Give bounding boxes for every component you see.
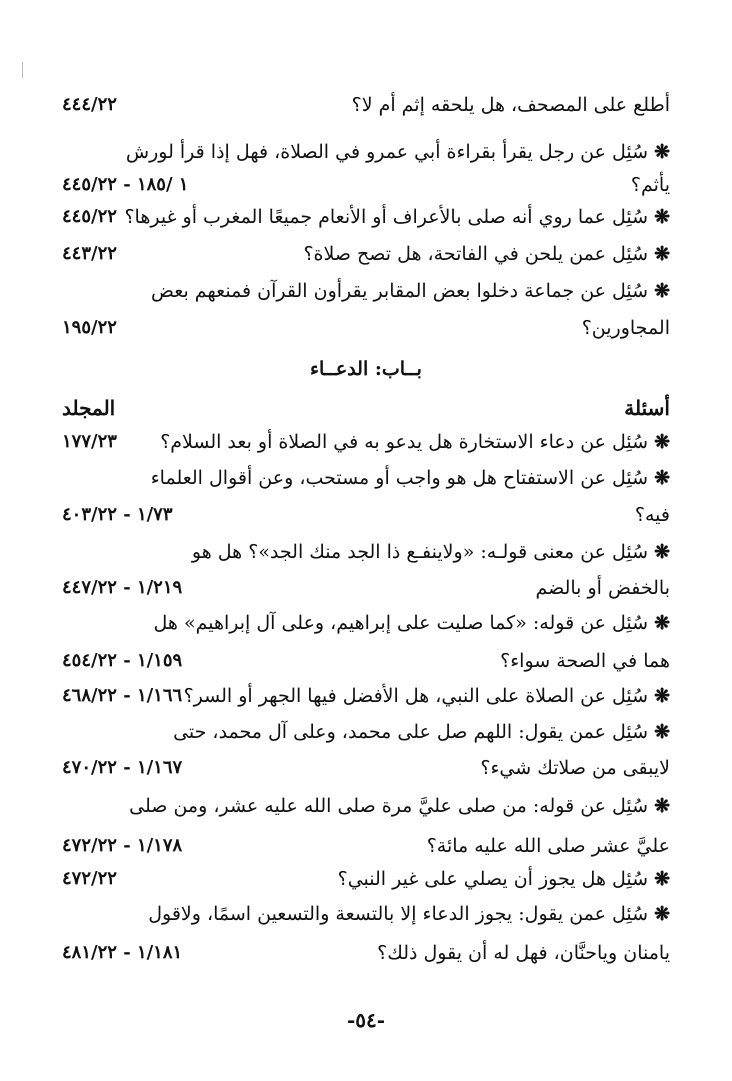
volume-reference: ١/١٧٨ - ٤٧٢/٢٢ [62, 835, 183, 856]
question-line [173, 719, 670, 745]
volume-reference: ١/١٦٧ - ٤٧٠/٢٢ [62, 757, 183, 778]
question-line [635, 502, 670, 528]
question-line [535, 575, 670, 601]
question-text: سُئِل هل يجوز أن يصلي على غير النبي؟ [337, 868, 649, 890]
question-text: يأثم؟ [630, 174, 670, 196]
question-text: لايبقى من صلاتك شيء؟ [480, 757, 670, 779]
question-line [500, 648, 670, 674]
question-text: سُئِل عن دعاء الاستخارة هل يدعو به في الصلاة أو بعد السلام؟ [160, 431, 649, 453]
question-text: سُئِل عما روي أنه صلى بالأعراف أو الأنعام جميعًا المغرب أو غيرها؟ [124, 206, 649, 228]
volume-reference: ١٧٧/٢٣ [62, 431, 117, 452]
margin-mark [22, 62, 23, 78]
page-number: -٥٤- [346, 1008, 386, 1032]
question-line [124, 204, 670, 230]
question-text: سُئِل عن رجل يقرأ بقراءة أبي عمرو في الصلاة، فهل إذا قرأ لورش [125, 141, 649, 163]
question-line [303, 241, 670, 267]
question-text: أطلع على المصحف، هل يلحقه إثم أم لا؟ [351, 94, 670, 116]
volume-reference: ٤٤٣/٢٢ [62, 243, 117, 264]
bullet-icon: ❋ [654, 795, 670, 817]
question-text: سُئِل عن قوله: من صلى عليَّ مرة صلى الله عليه عشر، ومن صلى [129, 795, 649, 817]
volume-reference: ٤٧٢/٢٢ [62, 868, 117, 889]
question-text: سُئِل عن الصلاة على النبي، هل الأفضل فيها الجهر أو السر؟ [183, 685, 649, 707]
question-text: سُئِل عن معنى قولـه: «ولاينفـع ذا الجد منك الجد»؟ هل هو [191, 541, 649, 563]
question-line [151, 465, 670, 491]
bullet-icon: ❋ [654, 243, 670, 265]
volume-reference: ١/١٨١ - ٤٨١/٢٢ [62, 942, 183, 963]
question-line [352, 92, 670, 118]
question-text: سُئِل عن قوله: «كما صليت على إبراهيم، وعلى آل إبراهيم» هل [153, 612, 649, 634]
bullet-icon: ❋ [654, 685, 670, 707]
question-text: سُئِل عمن يقول: يجوز الدعاء إلا بالتسعة والتسعين اسمًا، ولاقول [148, 903, 649, 925]
question-text: بالخفض أو بالضم [535, 577, 670, 599]
question-line [582, 315, 670, 341]
question-line [184, 683, 670, 709]
question-text: عليَّ عشر صلى الله عليه مائة؟ [426, 835, 670, 857]
volume-reference: ١ /١٨٥ - ٤٤٥/٢٢ [62, 174, 189, 195]
question-text: هما في الصحة سواء؟ [500, 650, 670, 672]
column-header-questions: أسئلة [624, 396, 670, 420]
bullet-icon: ❋ [654, 431, 670, 453]
bullet-icon: ❋ [654, 903, 670, 925]
question-line [151, 278, 670, 304]
volume-reference: ١/١٦٦ - ٤٦٨/٢٢ [62, 685, 183, 706]
question-line [427, 833, 670, 859]
question-line [631, 172, 670, 198]
question-text: سُئِل عن الاستفتاح هل هو واجب أو مستحب، وعن أقوال العلماء [150, 467, 649, 489]
column-header-volume: المجلد [62, 396, 116, 420]
volume-reference: ١/٢١٩ - ٤٤٧/٢٢ [62, 577, 183, 598]
bullet-icon: ❋ [654, 541, 670, 563]
question-line [480, 755, 670, 781]
volume-reference: ٤٤٥/٢٢ [62, 206, 117, 227]
question-line [129, 793, 670, 819]
question-line [126, 139, 670, 165]
question-text: سُئِل عمن يلحن في الفاتحة، هل تصح صلاة؟ [303, 243, 649, 265]
bullet-icon: ❋ [654, 868, 670, 890]
question-line [160, 429, 670, 455]
question-text: يامنان وياحنَّان، فهل له أن يقول ذلك؟ [377, 942, 670, 964]
volume-reference: ١٩٥/٢٢ [62, 317, 117, 338]
bullet-icon: ❋ [654, 141, 670, 163]
volume-reference: ١/١٥٩ - ٤٥٤/٢٢ [62, 650, 183, 671]
question-text: المجاورين؟ [581, 317, 670, 339]
bullet-icon: ❋ [654, 721, 670, 743]
section-title: بــاب: الدعــاء [310, 358, 422, 380]
question-line [192, 539, 670, 565]
volume-reference: ٤٤٤/٢٢ [62, 94, 117, 115]
question-line [154, 610, 671, 636]
bullet-icon: ❋ [654, 467, 670, 489]
question-text: سُئِل عمن يقول: اللهم صل على محمد، وعلى آل محمد، حتى [173, 721, 649, 743]
bullet-icon: ❋ [654, 206, 670, 228]
volume-reference: ١/٧٣ - ٤٠٣/٢٢ [62, 504, 173, 525]
question-line [377, 940, 670, 966]
question-line [338, 866, 670, 892]
question-text: سُئِل عن جماعة دخلوا بعض المقابر يقرأون القرآن فمنعهم بعض [151, 280, 649, 302]
question-text: فيه؟ [634, 504, 670, 526]
bullet-icon: ❋ [654, 612, 670, 634]
question-line [148, 901, 670, 927]
bullet-icon: ❋ [654, 280, 670, 302]
